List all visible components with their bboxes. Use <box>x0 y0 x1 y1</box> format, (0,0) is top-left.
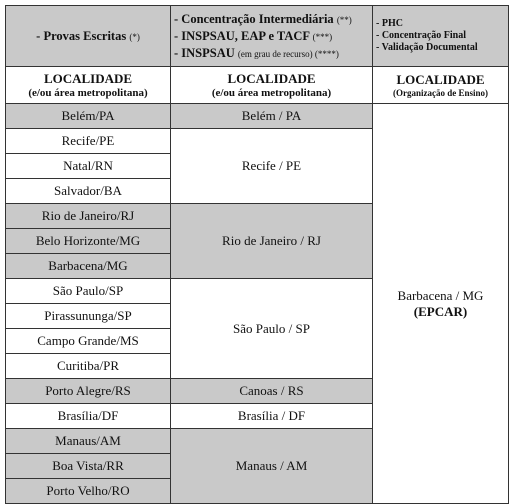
location-header-col1-subtitle: (e/ou área metropolitana) <box>28 87 148 99</box>
header-stage-1-note: (**) <box>336 14 352 25</box>
header-final-stages <box>373 6 509 67</box>
city-cell: Natal/RN <box>6 154 171 179</box>
city-cell: Recife/PE <box>6 129 171 154</box>
final-location-school: (EPCAR) <box>413 303 468 319</box>
location-header-col2-subtitle: (e/ou área metropolitana) <box>211 87 332 99</box>
group-cell: Belém / PA <box>171 104 373 129</box>
city-cell: Campo Grande/MS <box>6 329 171 354</box>
group-cell: Brasília / DF <box>171 404 373 429</box>
location-header-col2 <box>171 67 373 104</box>
city-cell: Manaus/AM <box>6 429 171 454</box>
header-row <box>6 6 509 67</box>
header-final-stage-1: - PHC <box>376 18 403 29</box>
location-header-col1-title: LOCALIDADE <box>43 71 133 86</box>
group-cell: Canoas / RS <box>171 379 373 404</box>
header-final-stage-3: - Validação Documental <box>376 42 478 53</box>
city-cell: Curitiba/PR <box>6 354 171 379</box>
final-location-cell <box>373 104 509 504</box>
header-stage-1-label: - Concentração Intermediária <box>174 11 334 26</box>
location-header-col3 <box>373 67 509 104</box>
city-cell: Porto Velho/RO <box>6 479 171 504</box>
location-header-col2-title: LOCALIDADE <box>227 71 316 86</box>
city-cell: Rio de Janeiro/RJ <box>6 204 171 229</box>
city-cell: Belém/PA <box>6 104 171 129</box>
header-stage-2-label: - INSPSAU, EAP e TACF <box>174 28 310 43</box>
city-cell: Salvador/BA <box>6 179 171 204</box>
header-stage-2-note: (***) <box>312 31 333 42</box>
location-header-col3-subtitle: (Organização de Ensino) <box>392 88 488 98</box>
location-header-col3-title: LOCALIDADE <box>396 72 485 87</box>
group-cell: Rio de Janeiro / RJ <box>171 204 373 279</box>
header-written-exams <box>6 6 171 67</box>
city-cell: Belo Horizonte/MG <box>6 229 171 254</box>
city-cell: Pirassununga/SP <box>6 304 171 329</box>
header-intermediate-stages <box>171 6 373 67</box>
table-row <box>6 104 509 129</box>
group-cell: São Paulo / SP <box>171 279 373 379</box>
location-header-row <box>6 67 509 104</box>
final-location-city: Barbacena / MG <box>397 287 484 303</box>
header-written-exams-label: - Provas Escritas <box>36 28 127 43</box>
header-written-exams-note: (*) <box>129 31 140 42</box>
city-cell: Brasília/DF <box>6 404 171 429</box>
locations-table <box>5 5 509 504</box>
group-cell: Recife / PE <box>171 129 373 204</box>
city-cell: São Paulo/SP <box>6 279 171 304</box>
group-cell: Manaus / AM <box>171 429 373 504</box>
city-cell: Boa Vista/RR <box>6 454 171 479</box>
header-stage-3-label: - INSPSAU <box>174 45 235 60</box>
header-stage-3-note: (em grau de recurso) (****) <box>237 48 339 59</box>
location-header-col1 <box>6 67 171 104</box>
header-final-stage-2: - Concentração Final <box>376 30 466 41</box>
city-cell: Porto Alegre/RS <box>6 379 171 404</box>
city-cell: Barbacena/MG <box>6 254 171 279</box>
